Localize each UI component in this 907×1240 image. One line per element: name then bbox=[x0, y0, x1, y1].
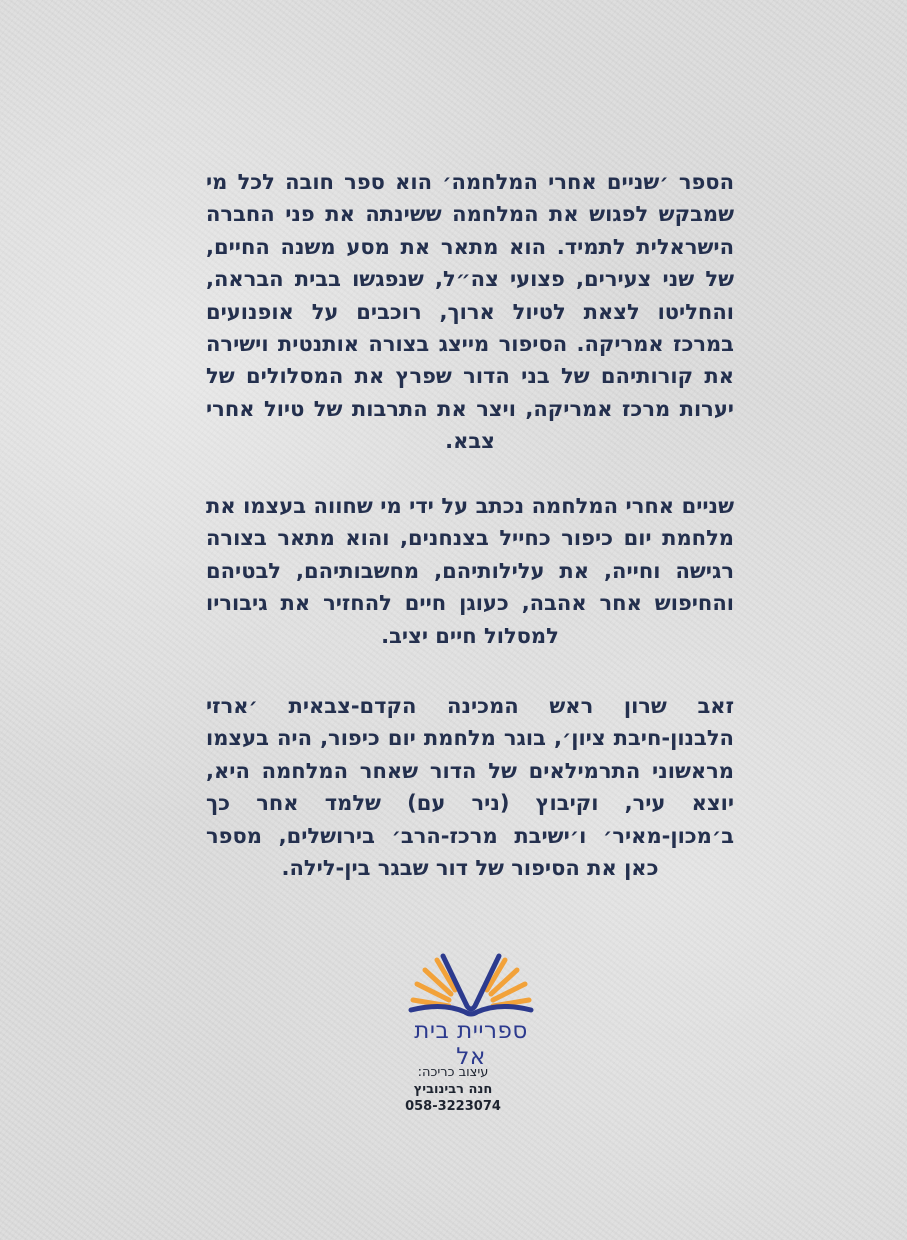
designer-name: חנה רבינוביץ bbox=[413, 1082, 493, 1097]
credit-role: עיצוב כריכה: bbox=[417, 1065, 489, 1080]
blurb-paragraph-2: שניים אחרי המלחמה נכתב על ידי מי שחווה בעצמו את מלחמת יום כיפור כחייל בצנחנים, והוא מתאר בצורה רגישה וחייה, את עלילותיהם, מחשבותיהם, לבטיהם והחיפוש אחר אהבה, כעוגן חיים להחזיר את גיבוריו למסלול חיים יציב. bbox=[206, 494, 734, 648]
blurb-paragraph-1: הספר ׳שניים אחרי המלחמה׳ הוא ספר חובה לכל מי שמבקש לפגוש את המלחמה ששינתה את פני החברה הישראלית לתמיד. הוא מתאר את מסע משנה החיים, של שני צעירים, פצועי צה״ל, שנפגשו בבית הבראה, והחליטו לצאת לטיול ארוך, רוכבים על אופנועים במרכז אמריקה. הסיפור מייצג בצורה אותנטית וישירה את קורותיהם של בני הדור שפרץ את המסלולים של יערות מרכז אמריקה, ויצר את התרבות של טיול אחרי צבא. bbox=[206, 170, 734, 454]
author-bio-paragraph: זאב שרון ראש המכינה הקדם-צבאית ׳ארזי הלבנון-חיבת ציון׳, בוגר מלחמת יום כיפור, היה בעצמו מראשוני התרמילאים של הדור שאחר המלחמה היא, יוצא עיר, וקיבוץ (ניר עם) שלמד אחר כך ב׳מכון-מאיר׳ ו׳ישיבת מרכז-הרב׳ בירושלים, מספר כאן את הסיפור של דור שבגר בין-לילה. bbox=[206, 694, 734, 881]
cover-design-credits bbox=[373, 1064, 533, 1115]
designer-phone: 058-3223074 bbox=[405, 1099, 501, 1114]
publisher-name: ספריית בית אל bbox=[414, 1018, 528, 1070]
